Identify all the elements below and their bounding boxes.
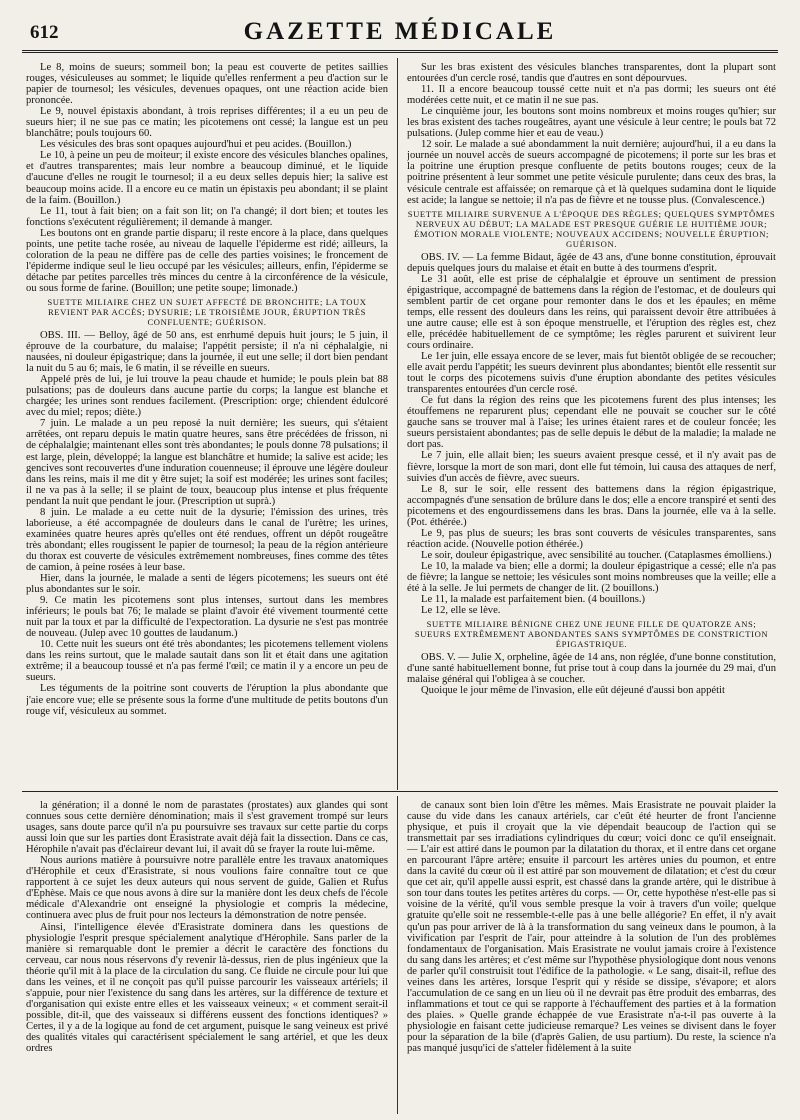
paragraph: Les vésicules des bras sont opaques aujourd'hui et peu acides. (Bouillon.) — [40, 139, 352, 151]
section-heading: SUETTE MILIAIRE CHEZ UN SUJET AFFECTÉ DE BRONCHITE; LA TOUX REVIENT PAR ACCÈS; DYSURIE; LE TROISIÈME JOUR, ÉRUPTION TRÈS CONFLUENTE; GUÉRISON. — [47, 296, 367, 327]
section-heading: SUETTE MILIAIRE BÉNIGNE CHEZ UNE JEUNE FILLE DE QUATORZE ANS; SUEURS EXTRÊMEMENT ABONDANTES SANS SYMPTÔMES DE CONSTRICTION ÉPIGASTRIQUE. — [414, 619, 769, 650]
paragraph: 10. Cette nuit les sueurs ont été très abondantes; les picotemens tellement violens dans les reins surtout, que le malade sautait dans son lit et était dans une agitation extrême; il a beaucoup toussé et n'a pas fermé l'œil; ce matin il y a encore un peu de sueurs. — [26, 639, 388, 684]
section-heading: SUETTE MILIAIRE SURVENUE A L'ÉPOQUE DES RÈGLES; QUELQUES SYMPTÔMES NERVEUX AU DÉBUT; LA MALADE EST PRESQUE GUÉRIE LE HUITIÈME JOUR; ÉMOTION MORALE VIOLENTE; NOUVEAUX ACCIDENS; NOUVELLE ÉRUPTION; GUÉRISON. — [407, 208, 776, 249]
paragraph: Le cinquième jour, les boutons sont moins nombreux et moins rouges qu'hier; sur les bras existent des taches rougeâtres, ayant une vésicule à leur centre; le pouls bat 72 pulsations. (Julep comme hier et eau de veau.) — [407, 106, 776, 140]
paragraph: Le 31 août, elle est prise de céphalalgie et éprouve un sentiment de pression épigastrique, accompagné de battemens dans la région de l'estomac, et de douleurs qui semblent partir de cet organe pour remonter dans le dos et les épaules; en même temps, elle ressent des douleurs dans les reins, qui paraissent devoir être attribuées à une autre cause; elle est à son époque menstruelle, et l'éruption des règles est, chez elle, précédée habituellement de ce symptôme; les règles parurent et suivirent leur cours ordinaire. — [407, 273, 776, 351]
paragraph: Les boutons ont en grande partie disparu; il reste encore à la place, dans quelques points, une petite tache rosée, au niveau de laquelle l'épiderme est ridé; ailleurs, la coloration de la peau ne diffère pas de celle des parties voisines; le froncement de l'épiderme indique seul le lieu occupé par les vésicules; ailleurs, enfin, l'épiderme se détache par petites parcelles très minces du centre à la circonférence de la vésicule, ou sous forme de farine. (Bouillon; une petite soupe; limonade.) — [26, 227, 388, 294]
column-2 — [407, 62, 776, 786]
paragraph: Les téguments de la poitrine sont couverts de l'éruption la plus abondante que j'aie encore vue; elle se présente sous la forme d'une multitude de petits boutons d'un rouge vif, vésiculeux au sommet. — [26, 683, 388, 717]
section-separator-rule — [22, 791, 778, 792]
paragraph: Ainsi, l'intelligence élevée d'Erasistrate dominera dans les questions de physiologie l'esprit presque spécialement analytique d'Hérophile. Sans parler de la manière si remarquable dont le premier a décrit le caractère des fonctions du cerveau, car nous nous réservons d'y revenir là-dessus, rien de plus ingénieux que la théorie qu'il mit à la place de la circulation du sang. Ce fluide ne circule pour lui que dans les veines, et il ne conçoit pas qu'il puisse parcourir les vaisseaux artériels; il s'appuie, pour nier l'existence du sang dans les artères, sur la différence de texture et d'organisation qui existe entre elles et les vaisseaux veineux; « et comment serait-il possible, dit-il, que des vaisseaux si différens eussent des fonctions identiques? » Certes, il y a de la logique au fond de cet argument, puisque le sang veineux est privé des qualités vitales qui caractérisent spécialement le sang artériel, et que les deux ordres — [26, 921, 388, 1055]
paragraph: Sur les bras existent des vésicules blanches transparentes, dont la plupart sont entourées d'un cercle rosé, tandis que d'autres en sont dépourvues. — [407, 62, 776, 85]
paragraph: 12 soir. Le malade a sué abondamment la nuit dernière; aujourd'hui, il a eu dans la journée un nouvel accès de sueurs accompagné de picotemens; il porte sur les bras et la poitrine une éruption presque confluente de petits boutons rouges; ceux de la poitrine présentent à leur sommet une petite vésicule purulente; dans ceux des bras, la vésicule centrale est affaissée; on remarque çà et là quelques sudamina dont le liquide est acide; la langue se nettoie; il n'a pas de fièvre et ne tousse plus. (Convalescence.) — [407, 139, 776, 206]
paragraph: Hier, dans la journée, le malade a senti de légers picotemens; les sueurs ont été plus abondantes sur le soir. — [26, 573, 388, 596]
journal-title: GAZETTE MÉDICALE — [243, 18, 557, 45]
page-number: 612 — [30, 22, 59, 43]
paragraph: Nous aurions matière à poursuivre notre parallèle entre les travaux anatomiques d'Hérophile et ceux d'Erasistrate, si nous voulions faire connaître tout ce que rapportent à ce sujet les deux auteurs qui nous servent de guide, Galien et Rufus d'Ephèse. Mais ce que nous avons à dire sur la manière dont les deux chefs de l'école médicale d'Alexandrie ont enseigné la physiologie et compris la médecine, continuera avec plus de fruit pour nos lecteurs la démonstration de notre pensée. — [26, 855, 388, 922]
paragraph: Le 12, elle se lève. — [421, 605, 501, 617]
page-header — [22, 10, 778, 44]
paragraph: OBS. V. — Julie X, orpheline, âgée de 14 ans, non réglée, d'une bonne constitution, d'une santé habituellement bonne, fut prise tout à coup dans la journée du 29 mai, d'un malaise général qui l'obligea à se coucher. — [407, 652, 776, 686]
paragraph: de canaux sont bien loin d'être les mêmes. Mais Erasistrate ne pouvait plaider la cause du vide dans les canaux artériels, car c'eût été heurter de front l'ancienne physique, et puis il croyait que la vie dépendait beaucoup de l'action qui se transmettait par ses irradiations cylindriques du cœur; voici donc ce qu'il enseignait. — L'air est attiré dans le poumon par la dilatation du thorax, et il entre dans cet organe en parcourant l'âpre artère; ensuite il parcourt les artères unies du poumon, et entre dans la cavité du cœur où il est attiré par son mouvement de dilatation; et c'est du cœur que cet air, qu'il appelle aussi esprit, est chassé dans la grande artère, qui le distribue à son tour dans toutes les petites artères du corps. — Or, cette hypothèse n'est-elle pas si voisine de la vérité, qu'il vous semble presque la voir à travers d'un voile; quelque gratuite qu'elle soit ne ressemble-t-elle pas à une belle allégorie? En effet, il n'y avait qu'un pas pour arriver de là à la transformation du sang veineux dans le poumon, à la vivification par l'esprit de l'air, pour atteindre à la solution de l'un des problèmes fondamentaux de l'organisation. Mais Erasistrate ne voulut jamais croire à l'existence du sang dans les artères; et c'est même sur l'hypothèse physiologique dont nous venons de parler qu'il construisit tout l'édifice de la pathologie. « Le sang, disait-il, reflue des veines dans les artères, lorsque l'esprit qui y réside se dissipe, s'évapore; et alors l'accumulation de ce sang en un lieu où il ne devrait pas être produit des embarras, des inflammations et tout ce qui se rapporte à l'échauffement des parties et à la formation des plaies. » Quelle grande échappée de vue Erasistrate n'a-t-il pas ouverte à la physiologie en faisant cette judicieuse remarque? Les veines se divisent dans le foyer pour la séparation de la bile (d'après Galien, de usu partium). Du reste, la science n'a pas manqué jusqu'ici de s'atteler fidèlement à la suite — [407, 800, 776, 1055]
paragraph: OBS. III. — Belloy, âgé de 50 ans, est enrhumé depuis huit jours; le 5 juin, il éprouve de la courbature, du malaise; l'appétit persiste; il n'a ni céphalalgie, ni nausées, ni douleur épigastrique; dans la journée, il eut une selle; il dort bien pendant la nuit du 5 au 6; mais, le 6 matin, il se réveille en sueurs. — [26, 329, 388, 375]
column-1 — [26, 62, 388, 786]
paragraph: Le 1er juin, elle essaya encore de se lever, mais fut bientôt obligée de se recoucher; elle avait perdu l'appétit; les sueurs devinrent plus abondantes; bientôt elle ressentit sur tout le corps des picotemens suivis d'une éruption abondante des petites vésicules transparentes entourées d'un cercle rosé. — [407, 351, 776, 396]
paragraph: Le 11, tout à fait bien; on a fait son lit; on l'a changé; il dort bien; et toutes les fonctions s'exécutent régulièrement; il demande à manger. — [26, 205, 388, 228]
paragraph: Le 10, la malade va bien; elle a dormi; la douleur épigastrique a cessé; elle n'a pas de fièvre; la langue se nettoie; les vésicules sont moins nombreuses que la veille; elle a été à la selle. Je lui permets de changer de lit. (2 bouillons.) — [407, 560, 776, 595]
paragraph: Le soir, douleur épigastrique, avec sensibilité au toucher. (Cataplasmes émolliens.) — [421, 549, 772, 561]
paragraph: Appelé près de lui, je lui trouve la peau chaude et humide; le pouls plein bat 88 pulsations; pas de douleurs dans aucune partie du corps; la langue est blanche et chargée; les urines sont rendues facilement. (Prescription: orge; chiendent édulcoré avec du miel; repos; diète.) — [26, 374, 388, 419]
header-rule — [22, 50, 778, 53]
paragraph: 7 juin. Le malade a un peu reposé la nuit dernière; les sueurs, qui s'étaient arrêtées, ont reparu depuis le matin quatre heures, sans être précédées de frisson, ni de céphalalgie; maintenant elles sont très abondantes; le pouls donne 78 pulsations; il est large, plein, développé; la langue est blanchâtre et humide; la salive est acide; les gencives sont recouvertes d'une induration couenneuse; il éprouve une légère douleur dans les reins, mais il me dit y être sujet; la soif est modérée; les urines sont faciles; il ne va pas à la selle; il se plaint de toux, beaucoup plus intense et plus fréquente pendant la nuit que pendant le jour. (Prescription ut suprà.) — [26, 418, 388, 507]
column-divider-bottom — [397, 796, 398, 1114]
paragraph: Le 9, nouvel épistaxis abondant, à trois reprises différentes; il a eu un peu de sueurs hier; il ne sue pas ce matin; les picotemens ont cessé; la langue est un peu blanchâtre; pouls toujours 60. — [26, 106, 388, 140]
paragraph: Le 9, pas plus de sueurs; les bras sont couverts de vésicules transparentes, sans réaction acide. (Nouvelle potion éthérée.) — [407, 527, 776, 550]
paragraph: la génération; il a donné le nom de parastates (prostates) aux glandes qui sont connues sous cette dernière dénomination; mais il s'est gravement trompé sur leurs usages, sans doute parce qu'il n'a pu poursuivre ses travaux sur cette partie du corps aussi loin que sur les parties dont Erasistrate avait déjà fait la dissection. Dans ce cas, Hérophile n'avait pas d'éclaireur devant lui, il avait dû se frayer la route lui-même. — [26, 800, 388, 856]
paragraph: Ce fut dans la région des reins que les picotemens furent des plus intenses; les étouffemens ne reparurent plus; cependant elle ne pouvait se coucher sur le côté gauche sans se trouver mal à l'aise; les urines étaient rares et de couleur foncée; les sueurs persistaient abondantes; pas de selle depuis le début de la maladie; la malade ne dort pas. — [407, 395, 776, 451]
column-4 — [407, 800, 776, 1112]
column-divider-top — [397, 58, 398, 790]
paragraph: Le 8, sur le soir, elle ressent des battemens dans la région épigastrique, accompagnés d'une sensation de brûlure dans le dos; elle a encore transpiré et senti des picotemens et des engourdissemens dans les bras. Dans la journée, elle va à la selle. (Pot. éthérée.) — [407, 483, 776, 528]
paragraph: Le 7 juin, elle allait bien; les sueurs avaient presque cessé, et il n'y avait pas de fièvre, lorsque la mort de son mari, dont elle fut témoin, lui causa des attaques de nerf, suivies d'un accès de fièvre, avec sueurs. — [407, 450, 776, 484]
paragraph: Le 10, à peine un peu de moiteur; il existe encore des vésicules blanches opalines, et d'autres transparentes; mais leur nombre a beaucoup diminué, et le liquide d'aucune d'elles ne rougit le tournesol; il a eu deux selles depuis hier; la salive est beaucoup moins acide. Il a encore eu ce matin un épistaxis peu abondant; il se plaint de la faim. (Bouillon.) — [26, 150, 388, 206]
paragraph: Quoique le jour même de l'invasion, elle eût déjeuné d'aussi bon appétit — [421, 685, 725, 697]
paragraph: Le 8, moins de sueurs; sommeil bon; la peau est couverte de petites saillies rouges, vésiculeuses au sommet; le liquide qu'elles renferment a peu d'action sur le papier de tournesol; les vésicules, devenues opaques, ont une réaction acide bien prononcée. — [26, 62, 388, 107]
column-3 — [26, 800, 388, 1112]
paragraph: 8 juin. Le malade a eu cette nuit de la dysurie; l'émission des urines, très laborieuse, a été accompagnée de douleurs dans le canal de l'urètre; les urines, examinées quatre heures après qu'elles ont été rendues, offrent un dépôt rougeâtre très abondant; elles rougissent le papier de tournesol; la peau de la région antérieure du thorax est couverte de vésicules extrêmement nombreuses, fines comme des têtes de camion, à peine rosées à leur base. — [26, 506, 388, 573]
paragraph: Le 11, la malade est parfaitement bien. (4 bouillons.) — [421, 594, 646, 606]
paragraph: 11. Il a encore beaucoup toussé cette nuit et n'a pas dormi; les sueurs ont été modérées cette nuit, et ce matin il ne sue pas. — [407, 84, 776, 107]
paragraph: 9. Ce matin les picotemens sont plus intenses, surtout dans les membres inférieurs; le pouls bat 76; le malade se plaint d'avoir été vivement tourmenté cette nuit par la toux et par la difficulté de l'expectoration. La dysurie ne s'est pas montrée de nouveau. (Julep avec 10 gouttes de laudanum.) — [26, 595, 388, 640]
paragraph: OBS. IV. — La femme Bidaut, âgée de 43 ans, d'une bonne constitution, éprouvait depuis quelques jours du malaise et était en butte à des tourmens d'esprit. — [407, 251, 776, 274]
